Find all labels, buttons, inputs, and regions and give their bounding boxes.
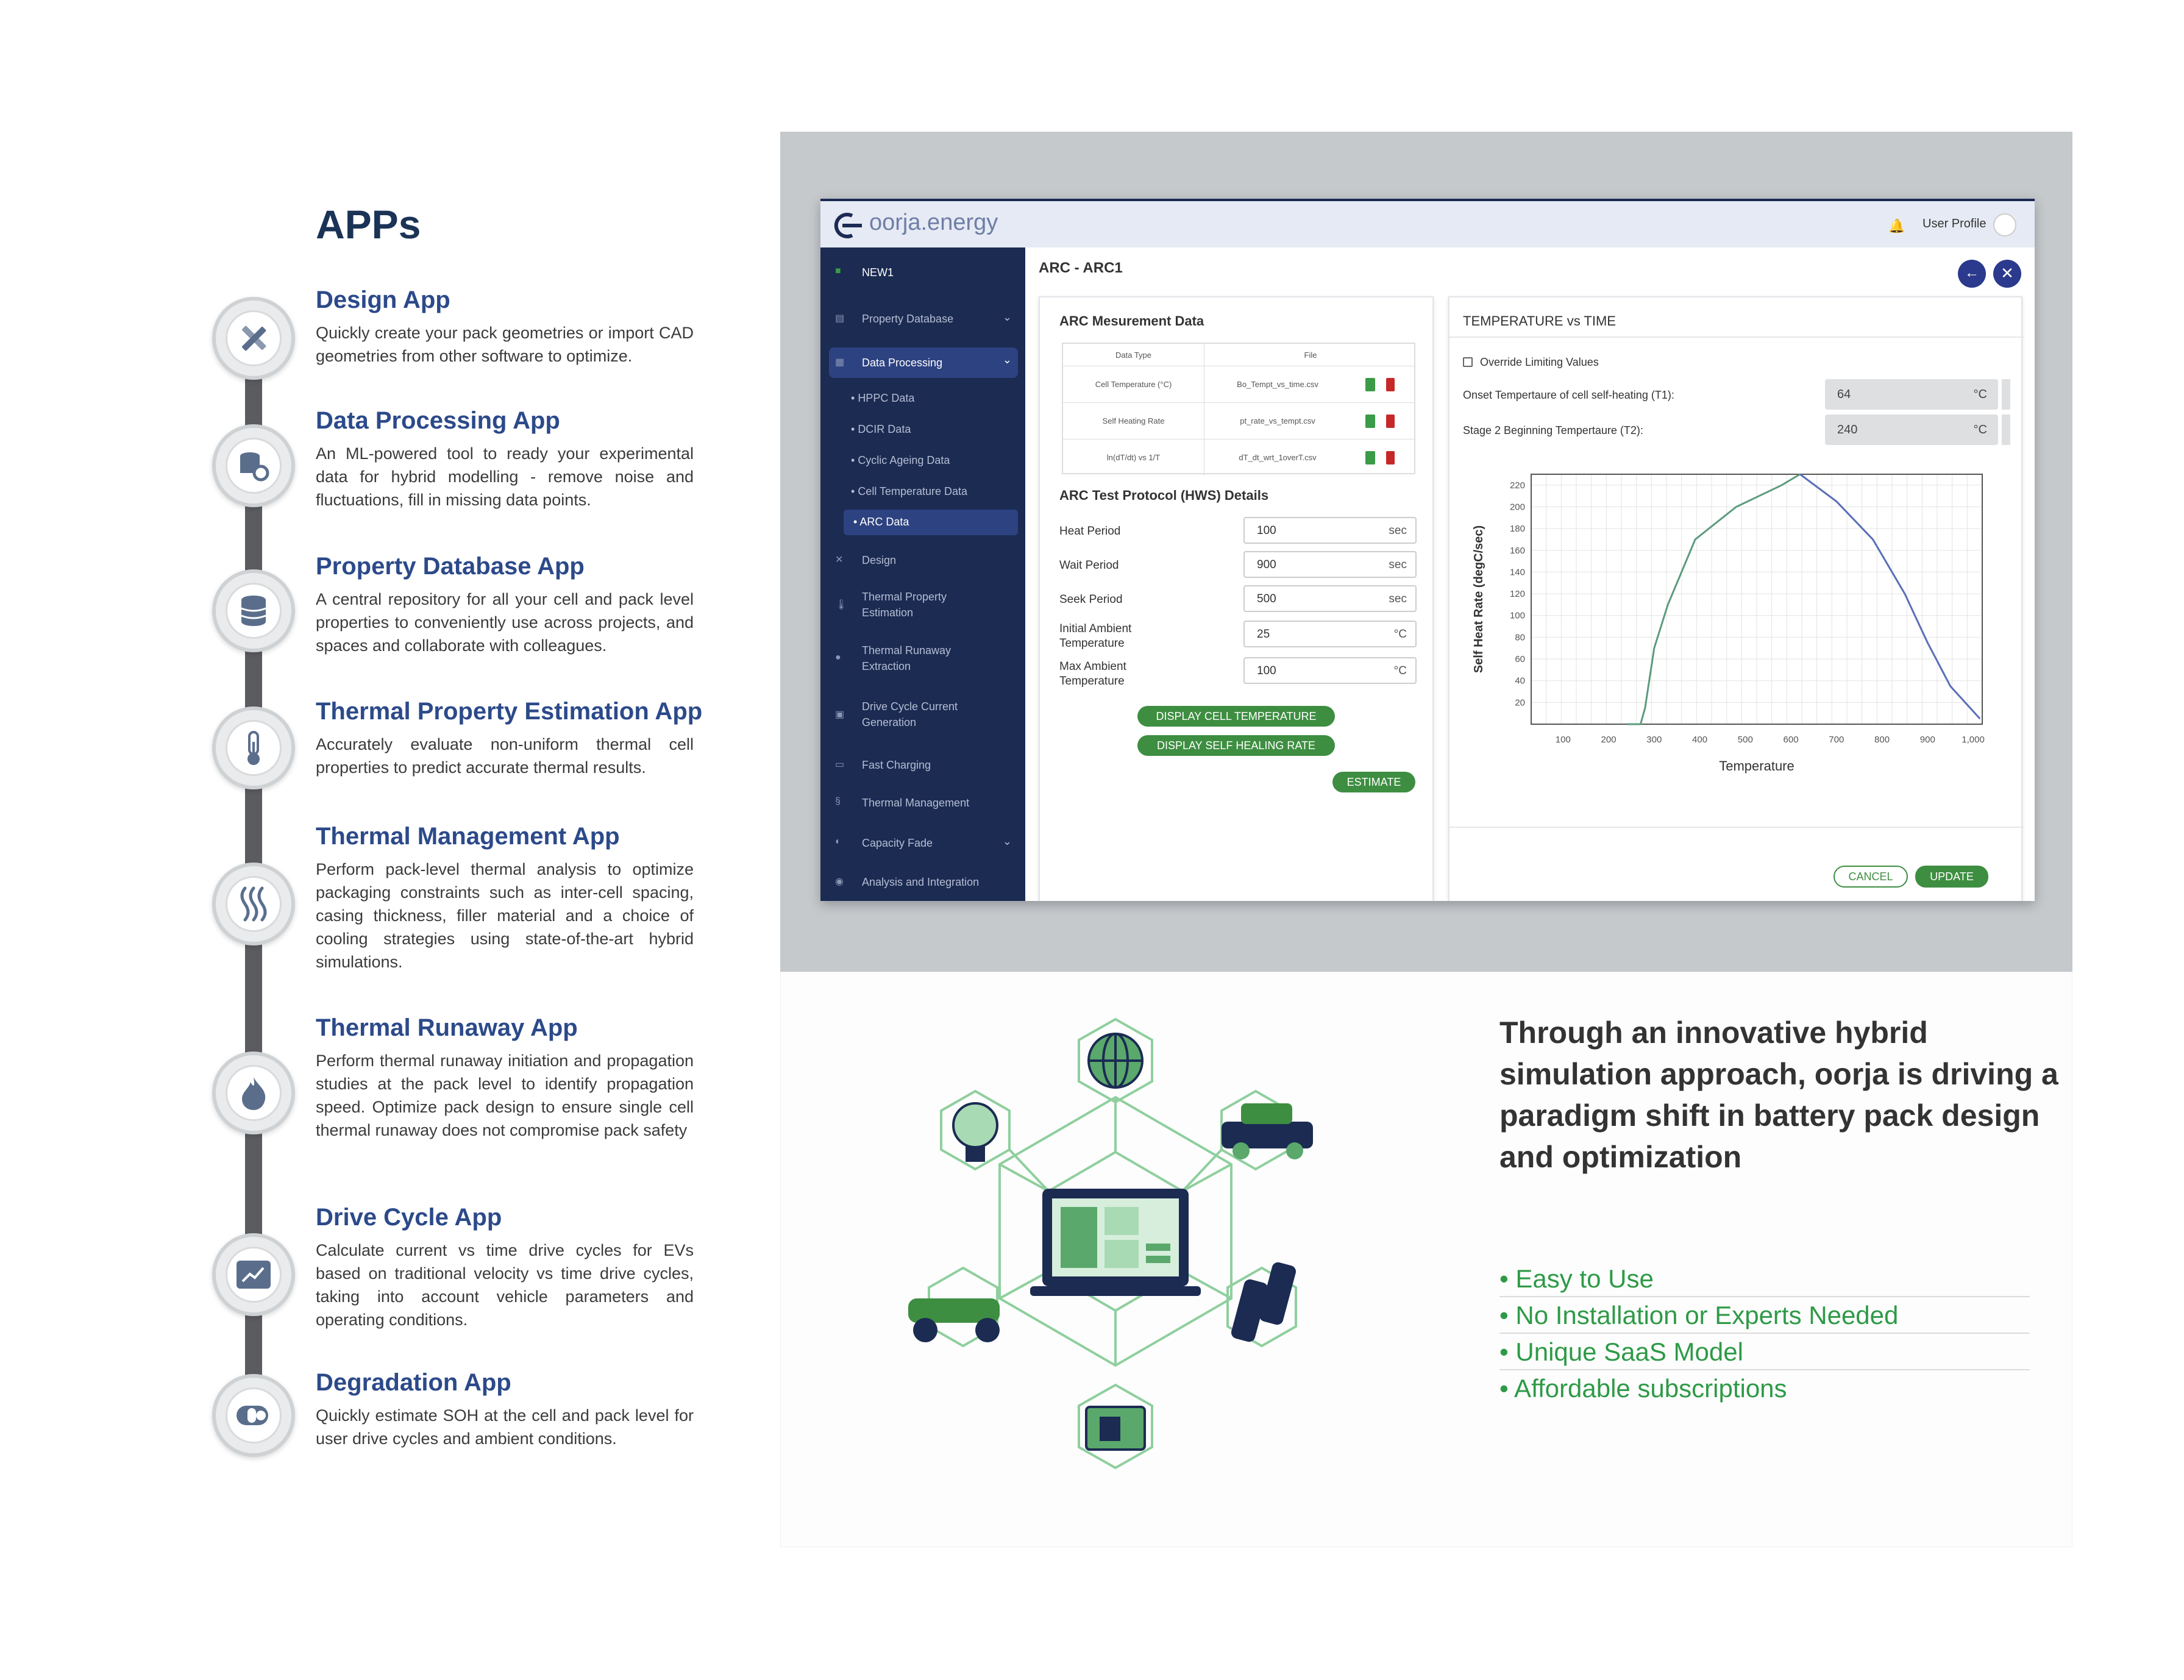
property-database-app-icon	[212, 569, 295, 652]
x-tick-label: 600	[1783, 735, 1799, 745]
y-tick-label: 160	[1509, 545, 1525, 556]
app-title: Data Processing App	[316, 407, 560, 434]
field-label: Initial Ambient Temperature	[1059, 622, 1132, 650]
sidebar-sub-hppc[interactable]: • HPPC Data	[851, 392, 915, 404]
degradation-app-icon	[212, 1374, 295, 1457]
table-cell: pt_rate_vs_tempt.csv	[1240, 416, 1315, 425]
globe-icon	[1089, 1034, 1142, 1087]
sidebar-item-label: Property Database	[862, 313, 954, 325]
laptop-icon	[1030, 1189, 1201, 1296]
field-value: 240	[1837, 423, 1858, 436]
project-selector[interactable]	[829, 265, 1018, 283]
app-title: Thermal Property Estimation App	[316, 698, 703, 725]
app-title: Thermal Management App	[316, 823, 620, 850]
field-unit: °C	[1973, 388, 1987, 401]
app-title: Property Database App	[316, 553, 585, 580]
sidebar-item-drive-cycle[interactable]	[829, 699, 1018, 735]
sidebar-sub-label: HPPC Data	[858, 392, 915, 404]
user-profile-label[interactable]: User Profile	[1923, 217, 1987, 230]
avatar[interactable]	[1993, 213, 2016, 237]
field-value: 100	[1257, 664, 1276, 677]
sidebar-sub-dcir[interactable]: • DCIR Data	[851, 423, 911, 435]
field-unit: °C	[1393, 664, 1407, 677]
capacity-icon: ◐	[835, 836, 841, 847]
sidebar-sub-label: ARC Data	[859, 516, 909, 528]
database-icon: ▤	[835, 313, 845, 324]
scrollbar[interactable]	[2002, 379, 2010, 410]
apps-heading: APPs	[316, 202, 421, 247]
sidebar	[820, 247, 1025, 901]
app-card-drive-cycle	[316, 1204, 694, 1331]
y-tick-label: 40	[1515, 675, 1525, 686]
project-name: NEW1	[862, 266, 894, 279]
display-self-heating-button[interactable]: DISPLAY SELF HEALING RATE	[1137, 735, 1335, 756]
x-axis-label: Temperature	[1719, 758, 1795, 774]
table-cell: Self Heating Rate	[1063, 403, 1204, 439]
app-description: An ML-powered tool to ready your experimental data for hybrid modelling - remove noise and fluctuations, fill in missing data points.	[316, 444, 694, 509]
drive-cycle-app-icon	[212, 1233, 295, 1316]
sidebar-item-label: Drive Cycle Current Generation	[862, 700, 958, 728]
table-row	[1063, 402, 1414, 439]
hybrid-simulation-illustration	[896, 1012, 1335, 1475]
override-checkbox[interactable]	[1463, 357, 1473, 367]
app-card-property-database	[316, 553, 694, 657]
app-description: Quickly estimate SOH at the cell and pack level for user drive cycles and ambient conditions.	[316, 1406, 694, 1448]
y-axis-label: Self Heat Rate (degC/sec)	[1472, 525, 1485, 674]
sidebar-sub-arc[interactable]: • ARC Data	[844, 510, 1018, 535]
data-processing-app-icon	[212, 424, 295, 507]
back-button[interactable]	[1958, 260, 1986, 288]
y-tick-label: 200	[1509, 502, 1525, 513]
arrow-left-icon: ←	[1965, 265, 1979, 281]
field-value: 64	[1837, 388, 1851, 401]
sidebar-sub-label: DCIR Data	[858, 423, 911, 435]
sidebar-item-thermal-property[interactable]	[829, 589, 1018, 625]
panel-title: ARC Mesurement Data	[1059, 313, 1204, 329]
top-bar	[820, 199, 2035, 247]
table-header	[1063, 344, 1414, 366]
sidebar-item-data-processing[interactable]	[829, 347, 1018, 378]
initial-ambient-input[interactable]	[1243, 621, 1417, 647]
table-cell: ln(dT/dt) vs 1/T	[1063, 440, 1204, 475]
app-description: Calculate current vs time drive cycles for EVs based on traditional velocity vs time drive cycles, taking into account vehicle parameters and operating conditions.	[316, 1241, 694, 1329]
heat-period-input[interactable]	[1243, 517, 1417, 544]
sidebar-sub-cell-temperature[interactable]: • Cell Temperature Data	[851, 485, 968, 497]
feature-item: • No Installation or Experts Needed	[1499, 1298, 2030, 1334]
sidebar-item-label: Fast Charging	[862, 759, 931, 771]
close-icon: ✕	[2001, 264, 2014, 282]
app-title: Design App	[316, 287, 450, 313]
temperature-panel	[1448, 296, 2022, 901]
bell-icon[interactable]: 🔔	[1888, 218, 1905, 233]
sidebar-item-label: Thermal Property Estimation	[862, 591, 947, 619]
series-line-0	[1627, 474, 1800, 724]
sidebar-sub-cyclic-ageing[interactable]: • Cyclic Ageing Data	[851, 454, 950, 466]
table-row	[1063, 366, 1414, 402]
flame-icon: ●	[835, 652, 841, 663]
sidebar-sub-label: Cell Temperature Data	[858, 485, 968, 497]
scrollbar[interactable]	[2002, 415, 2010, 445]
thermal-runaway-app-icon	[212, 1052, 295, 1134]
file-icon[interactable]	[1365, 415, 1375, 428]
t1-input[interactable]	[1825, 379, 1998, 410]
cancel-button[interactable]: CANCEL	[1834, 866, 1908, 888]
feature-item: • Affordable subscriptions	[1499, 1374, 1787, 1403]
override-label: Override Limiting Values	[1480, 356, 1599, 368]
panel-title: TEMPERATURE vs TIME	[1463, 313, 1616, 329]
logo-icon	[830, 212, 864, 239]
thermal-icon: §	[835, 796, 841, 806]
arc-measurement-panel	[1039, 296, 1434, 901]
design-app-icon	[212, 297, 295, 380]
sidebar-item-thermal-management[interactable]	[829, 795, 1018, 813]
x-tick-label: 500	[1737, 735, 1753, 745]
file-icon[interactable]	[1365, 378, 1375, 391]
app-title: Degradation App	[316, 1369, 511, 1396]
app-card-degradation	[316, 1369, 694, 1450]
sidebar-item-label: Thermal Management	[862, 797, 970, 809]
x-tick-label: 300	[1646, 735, 1662, 745]
y-tick-label: 80	[1515, 632, 1525, 643]
seek-period-input[interactable]	[1243, 585, 1417, 612]
y-tick-label: 100	[1509, 610, 1525, 621]
sidebar-item-label: Data Processing	[862, 357, 943, 369]
sidebar-item-label: Thermal Runaway Extraction	[862, 644, 951, 672]
app-description: Perform pack-level thermal analysis to optimize packaging constraints such as inter-cell spacing, casing thickness, filler material and a choice of cooling strategies using state-of-the-art hybrid simulations.	[316, 860, 694, 971]
chevron-down-icon: ⌄	[1002, 354, 1012, 366]
arc-data-table	[1062, 343, 1415, 474]
drive-cycle-icon: ▣	[835, 710, 845, 720]
field-unit: °C	[1393, 628, 1407, 641]
update-button[interactable]: UPDATE	[1915, 866, 1988, 888]
app-description: Perform thermal runaway initiation and propagation studies at the pack level to identify propagation speed. Optimize pack design to ensure single cell thermal runaway does not compromise pack safety	[316, 1052, 694, 1139]
y-tick-label: 140	[1509, 567, 1525, 578]
battery-module-icon	[1086, 1407, 1145, 1450]
field-label: Heat Period	[1059, 525, 1121, 538]
y-tick-label: 20	[1515, 697, 1525, 708]
sidebar-item-label: Capacity Fade	[862, 837, 933, 849]
divider	[1449, 336, 2024, 338]
sidebar-item-fast-charging[interactable]	[829, 757, 1018, 775]
delete-icon[interactable]	[1386, 378, 1395, 391]
data-icon: ▦	[835, 357, 845, 368]
table-cell: Bo_Tempt_vs_time.csv	[1237, 380, 1318, 389]
field-label: Seek Period	[1059, 593, 1123, 606]
field-value: 100	[1257, 524, 1276, 537]
app-title: Thermal Runaway App	[316, 1014, 578, 1041]
t2-label: Stage 2 Beginning Tempertaure (T2):	[1463, 424, 1643, 436]
x-tick-label: 800	[1874, 735, 1890, 745]
car-icon	[1222, 1103, 1313, 1159]
content-title: ARC - ARC1	[1039, 260, 1123, 276]
app-card-data-processing	[316, 407, 694, 511]
series-line-1	[1800, 474, 1980, 719]
file-icon[interactable]	[1365, 451, 1375, 464]
y-tick-label: 180	[1509, 524, 1525, 535]
x-tick-label: 100	[1555, 735, 1571, 745]
design-icon: ✕	[835, 555, 844, 565]
t2-input[interactable]	[1825, 415, 1998, 445]
x-tick-label: 200	[1601, 735, 1617, 745]
wait-period-input[interactable]	[1243, 551, 1417, 578]
close-button[interactable]	[1993, 260, 2021, 288]
logo-text[interactable]: oorja.energy	[869, 210, 998, 235]
feature-item: • Easy to Use	[1499, 1262, 2030, 1297]
battery-icon: ▭	[835, 760, 845, 770]
max-ambient-input[interactable]	[1243, 657, 1417, 684]
app-title: Drive Cycle App	[316, 1204, 502, 1231]
delete-icon[interactable]	[1386, 415, 1395, 428]
app-description: Accurately evaluate non-uniform thermal cell properties to predict accurate thermal results.	[316, 735, 694, 777]
display-cell-temperature-button[interactable]: DISPLAY CELL TEMPERATURE	[1137, 706, 1335, 727]
self-heat-rate-chart	[1464, 462, 2013, 803]
thermometer-icon: 🌡	[835, 600, 848, 610]
field-value: 900	[1257, 558, 1276, 571]
sidebar-sub-label: Cyclic Ageing Data	[858, 454, 950, 466]
sidebar-item-capacity-fade[interactable]	[829, 835, 1018, 853]
app-window	[820, 199, 2035, 901]
field-unit: sec	[1389, 593, 1407, 605]
app-card-thermal-management	[316, 823, 694, 973]
field-label: Max Ambient Temperature	[1059, 660, 1126, 688]
sidebar-item-analysis[interactable]	[829, 874, 1018, 892]
field-unit: sec	[1389, 558, 1407, 571]
thermal-management-app-icon	[212, 863, 295, 945]
scooter-icon	[908, 1298, 1000, 1342]
lightbulb-icon	[953, 1103, 997, 1162]
app-card-design	[316, 287, 694, 368]
field-value: 500	[1257, 593, 1276, 605]
sidebar-item-label: Analysis and Integration	[862, 876, 980, 888]
column-header: File	[1304, 350, 1317, 360]
field-value: 25	[1257, 628, 1270, 641]
estimate-button[interactable]: ESTIMATE	[1332, 772, 1415, 792]
app-description: Quickly create your pack geometries or import CAD geometries from other software to optimize.	[316, 324, 694, 365]
app-card-thermal-runaway	[316, 1014, 694, 1142]
tagline: Through an innovative hybrid simulation approach, oorja is driving a paradigm shift in battery pack design and optimization	[1499, 1016, 2058, 1174]
thermal-property-app-icon	[212, 707, 295, 789]
y-tick-label: 120	[1509, 589, 1525, 600]
chevron-down-icon: ⌄	[1002, 311, 1012, 323]
field-unit: sec	[1389, 524, 1407, 537]
delete-icon[interactable]	[1386, 451, 1395, 464]
app-description: A central repository for all your cell and pack level properties to conveniently use across projects, and spaces and collaborate with colleagues.	[316, 590, 694, 655]
t1-label: Onset Tempertaure of cell self-heating (T1):	[1463, 389, 1674, 401]
app-card-thermal-property	[316, 698, 703, 779]
table-cell: Cell Temperature (°C)	[1063, 366, 1204, 402]
table-cell: dT_dt_wrt_1overT.csv	[1239, 453, 1317, 462]
table-row	[1063, 439, 1414, 475]
x-tick-label: 1,000	[1962, 735, 1985, 745]
feature-item: • Unique SaaS Model	[1499, 1335, 2030, 1370]
field-unit: °C	[1973, 423, 1987, 436]
protocol-title: ARC Test Protocol (HWS) Details	[1059, 488, 1269, 503]
field-label: Wait Period	[1059, 559, 1119, 572]
grid-icon: ■	[835, 266, 841, 276]
x-tick-label: 900	[1919, 735, 1935, 745]
x-tick-label: 400	[1692, 735, 1708, 745]
analysis-icon: ◉	[835, 877, 844, 887]
chevron-down-icon: ⌄	[1002, 835, 1012, 847]
column-header: Data Type	[1063, 344, 1204, 366]
sidebar-item-thermal-runaway[interactable]	[829, 642, 1018, 679]
x-tick-label: 700	[1829, 735, 1844, 745]
divider	[1449, 827, 2024, 828]
sidebar-item-label: Design	[862, 554, 897, 566]
y-tick-label: 220	[1509, 480, 1525, 491]
y-tick-label: 60	[1515, 654, 1525, 665]
sidebar-item-property-database[interactable]	[829, 311, 1018, 329]
sidebar-item-design[interactable]	[829, 552, 1018, 571]
